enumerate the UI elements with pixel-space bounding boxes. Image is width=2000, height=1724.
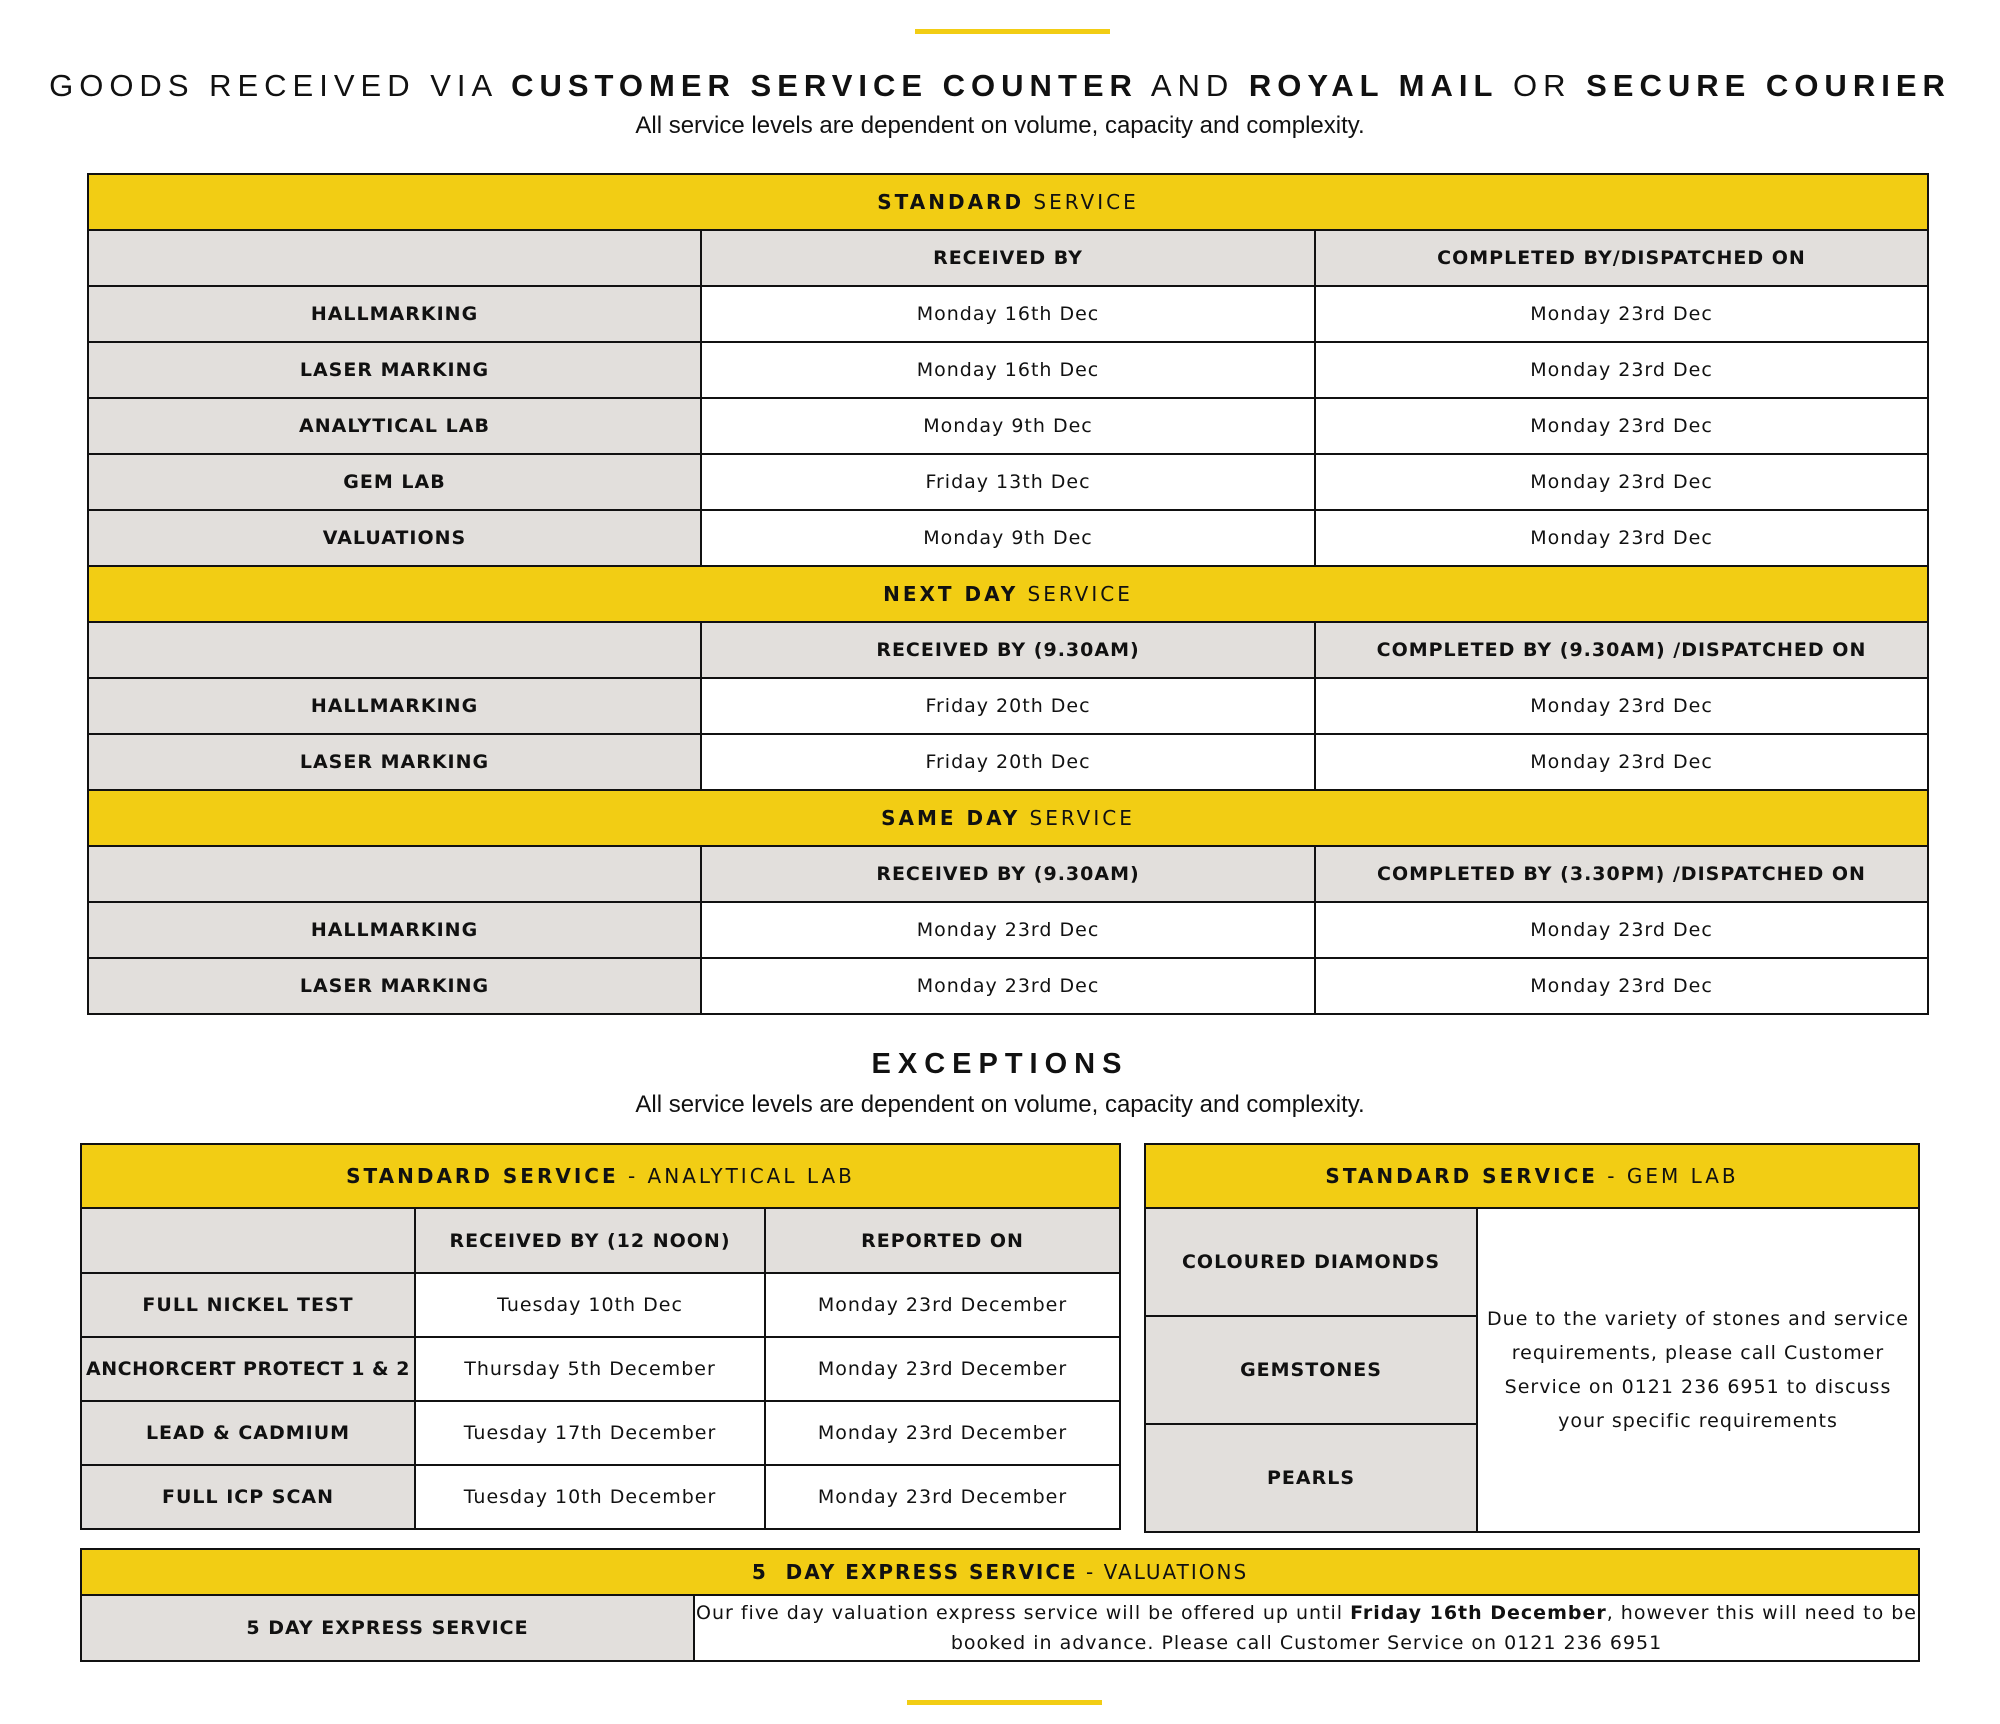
table-row [1145,1208,1919,1316]
column-header: COMPLETED BY/DISPATCHED ON [1315,230,1928,286]
express-service-note: Our five day valuation express service will be offered up until Friday 16th December, however this will need to be booked in advance. Please call Customer Service on 0121 236 6951 [694,1595,1919,1661]
test-label: FULL NICKEL TEST [81,1273,415,1337]
express-service-table [80,1548,1920,1662]
received-date: Friday 20th Dec [701,678,1315,734]
top-divider [915,29,1110,34]
table-row [88,454,1928,510]
service-label: LASER MARKING [88,342,701,398]
received-date: Friday 20th Dec [701,734,1315,790]
completed-date: Monday 23rd Dec [1315,454,1928,510]
service-label: VALUATIONS [88,510,701,566]
completed-date: Monday 23rd Dec [1315,678,1928,734]
exceptions-subtitle: All service levels are dependent on volume, capacity and complexity. [635,1091,1365,1118]
received-date: Friday 13th Dec [701,454,1315,510]
column-header: RECEIVED BY (9.30AM) [701,622,1315,678]
table-row [88,286,1928,342]
received-date: Monday 9th Dec [701,398,1315,454]
gem-lab-table [1144,1143,1920,1533]
table-row [88,902,1928,958]
blank-header-cell [88,230,701,286]
reported-date: Monday 23rd December [765,1273,1120,1337]
table-row [88,734,1928,790]
reported-date: Monday 23rd December [765,1465,1120,1529]
completed-date: Monday 23rd Dec [1315,398,1928,454]
received-date: Monday 9th Dec [701,510,1315,566]
test-label: FULL ICP SCAN [81,1465,415,1529]
analytical-lab-header: STANDARD SERVICE - ANALYTICAL LAB [81,1144,1120,1208]
column-header: COMPLETED BY (9.30AM) /DISPATCHED ON [1315,622,1928,678]
completed-date: Monday 23rd Dec [1315,342,1928,398]
stone-label: COLOURED DIAMONDS [1145,1208,1477,1316]
table-row [81,1465,1120,1529]
received-date: Thursday 5th December [415,1337,765,1401]
table-row [88,398,1928,454]
received-date: Monday 23rd Dec [701,902,1315,958]
stone-label: PEARLS [1145,1424,1477,1532]
same-day-service-header: SAME DAY SERVICE [88,790,1928,846]
test-label: ANCHORCERT PROTECT 1 & 2 [81,1337,415,1401]
schedule-table [87,173,1929,1015]
reported-date: Monday 23rd December [765,1401,1120,1465]
completed-date: Monday 23rd Dec [1315,286,1928,342]
received-date: Tuesday 17th December [415,1401,765,1465]
completed-date: Monday 23rd Dec [1315,958,1928,1014]
test-label: LEAD & CADMIUM [81,1401,415,1465]
blank-header-cell [88,622,701,678]
blank-header-cell [81,1208,415,1273]
table-row [81,1401,1120,1465]
received-date: Tuesday 10th Dec [415,1273,765,1337]
column-header: RECEIVED BY [701,230,1315,286]
table-row [88,958,1928,1014]
received-date: Tuesday 10th December [415,1465,765,1529]
service-label: GEM LAB [88,454,701,510]
blank-header-cell [88,846,701,902]
column-header: COMPLETED BY (3.30PM) /DISPATCHED ON [1315,846,1928,902]
reported-date: Monday 23rd December [765,1337,1120,1401]
received-date: Monday 23rd Dec [701,958,1315,1014]
column-header: RECEIVED BY (12 NOON) [415,1208,765,1273]
completed-date: Monday 23rd Dec [1315,510,1928,566]
service-label: HALLMARKING [88,902,701,958]
express-service-header: 5 DAY EXPRESS SERVICE - VALUATIONS [81,1549,1919,1595]
stone-label: GEMSTONES [1145,1316,1477,1424]
standard-service-header: STANDARD SERVICE [88,174,1928,230]
exceptions-title: EXCEPTIONS [871,1048,1129,1080]
express-service-label: 5 DAY EXPRESS SERVICE [81,1595,694,1661]
column-header: REPORTED ON [765,1208,1120,1273]
page-subtitle: All service levels are dependent on volume, capacity and complexity. [635,112,1365,139]
service-label: ANALYTICAL LAB [88,398,701,454]
service-label: HALLMARKING [88,286,701,342]
page-heading: GOODS RECEIVED VIA CUSTOMER SERVICE COUNTER AND ROYAL MAIL OR SECURE COURIER [49,68,1951,103]
received-date: Monday 16th Dec [701,286,1315,342]
gem-lab-header: STANDARD SERVICE - GEM LAB [1145,1144,1919,1208]
table-row [88,678,1928,734]
received-date: Monday 16th Dec [701,342,1315,398]
column-header: RECEIVED BY (9.30AM) [701,846,1315,902]
completed-date: Monday 23rd Dec [1315,734,1928,790]
table-row [88,510,1928,566]
gem-lab-note: Due to the variety of stones and service requirements, please call Customer Service on 0121 236 6951 to discuss your specific requirements [1477,1208,1919,1532]
bottom-divider [907,1700,1102,1705]
service-label: LASER MARKING [88,958,701,1014]
table-row [88,342,1928,398]
service-label: LASER MARKING [88,734,701,790]
next-day-service-header: NEXT DAY SERVICE [88,566,1928,622]
analytical-lab-table [80,1143,1121,1530]
completed-date: Monday 23rd Dec [1315,902,1928,958]
table-row [81,1595,1919,1661]
service-label: HALLMARKING [88,678,701,734]
table-row [81,1273,1120,1337]
table-row [81,1337,1120,1401]
